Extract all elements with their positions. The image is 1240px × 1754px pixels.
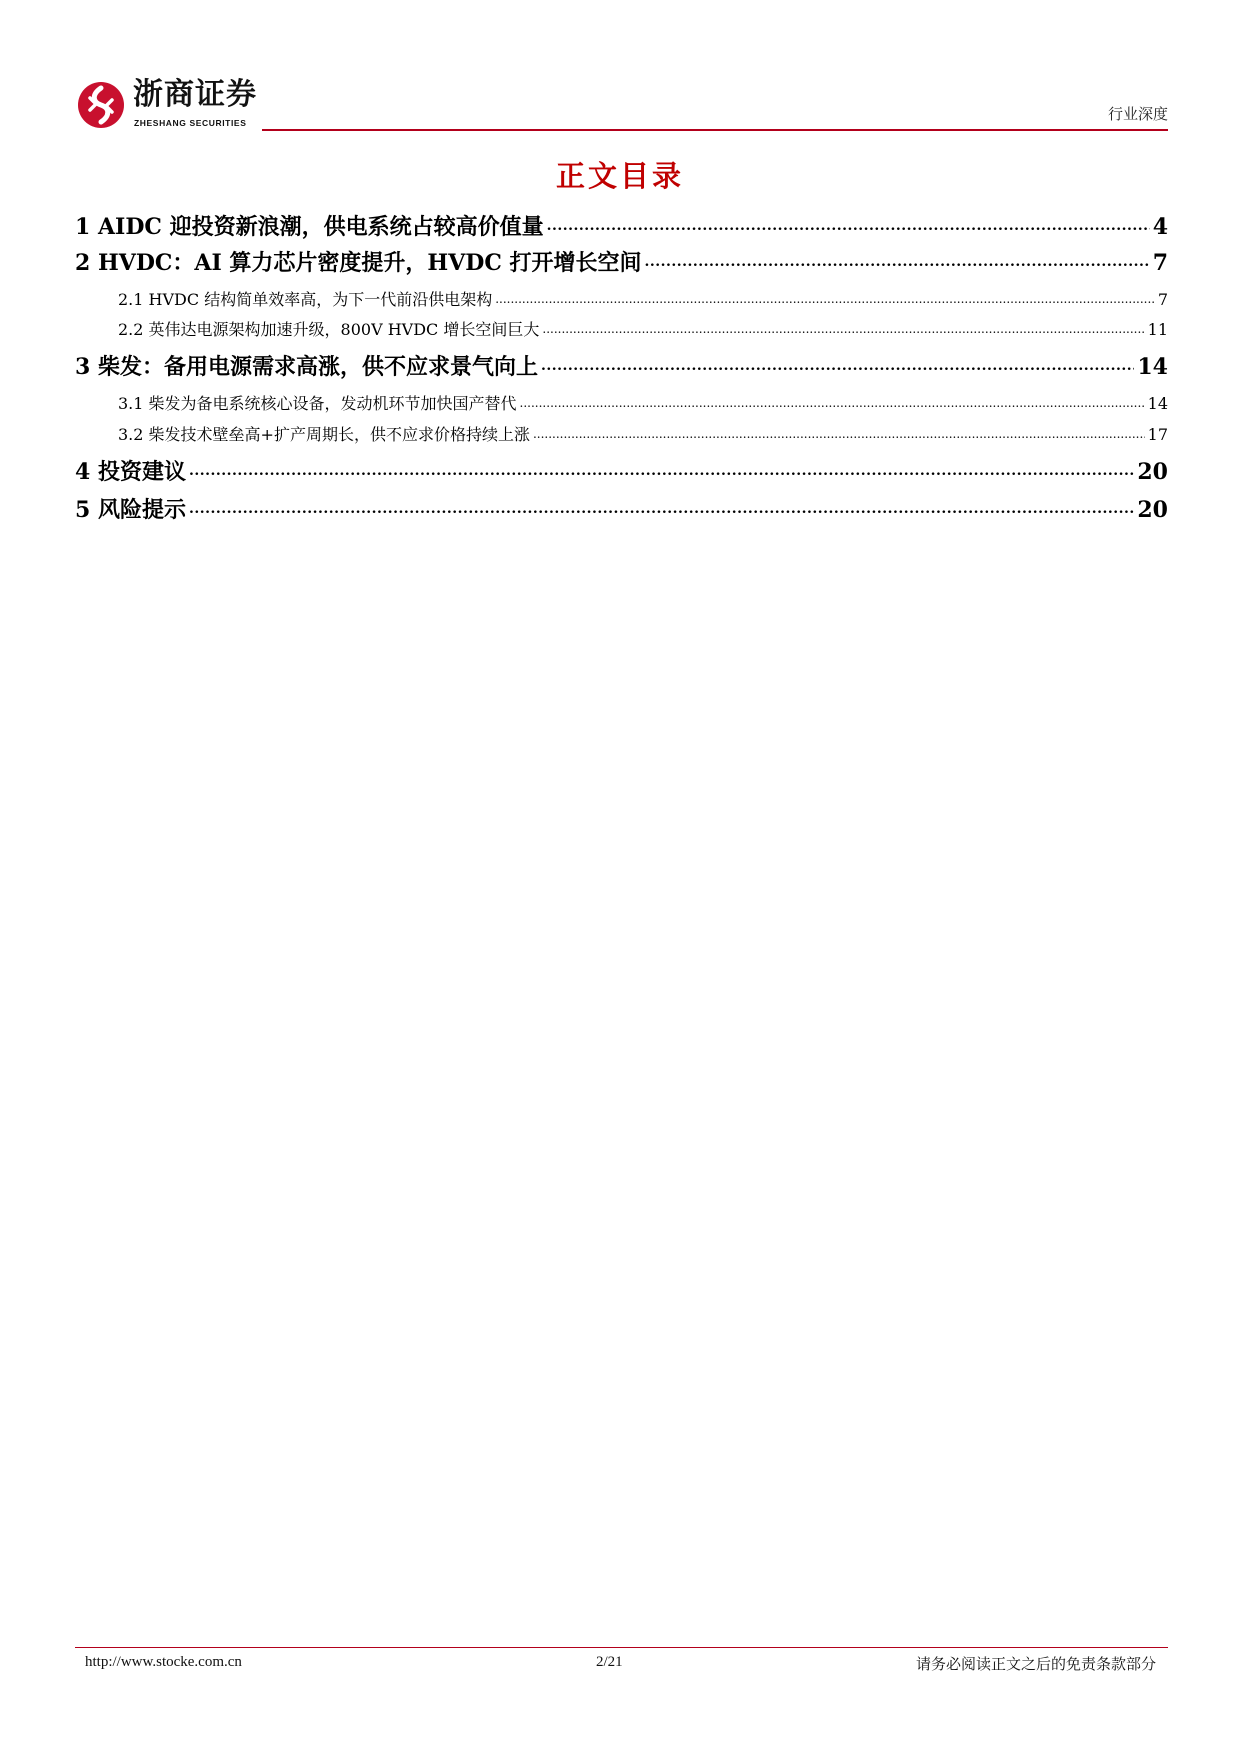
- toc-entry-label: 1 AIDC 迎投资新浪潮，供电系统占较高价值量: [75, 214, 544, 240]
- toc-entry-page: 14: [1147, 394, 1168, 413]
- brand-name-cn: 浙商证券: [133, 77, 257, 112]
- section-tag: 行业深度: [1107, 105, 1168, 123]
- footer-website-link[interactable]: http://www.stocke.com.cn: [85, 1654, 242, 1670]
- toc-entry-2-2[interactable]: [118, 317, 1168, 340]
- toc-dot-leader: [547, 210, 1150, 236]
- toc-dot-leader: [542, 318, 1144, 337]
- toc-dot-leader: [189, 455, 1134, 481]
- toc-entry-label: 4 投资建议: [75, 459, 186, 485]
- toc-dot-leader: [495, 288, 1155, 307]
- toc-entry-4[interactable]: [75, 455, 1168, 486]
- toc-entry-page: 7: [1157, 290, 1168, 309]
- toc-dot-leader: [189, 493, 1134, 519]
- header-divider: [262, 129, 1168, 131]
- toc-dot-leader: [533, 423, 1145, 442]
- toc-entry-page: 20: [1137, 497, 1168, 523]
- toc-entry-3[interactable]: [75, 350, 1168, 381]
- toc-entry-3-2[interactable]: [118, 422, 1168, 445]
- toc-entry-1[interactable]: [75, 210, 1168, 241]
- zheshang-logo-icon: [76, 80, 126, 130]
- toc-entry-label: 3 柴发：备用电源需求高涨，供不应求景气向上: [75, 354, 538, 380]
- toc-entry-2[interactable]: [75, 246, 1168, 277]
- toc-entry-page: 17: [1147, 425, 1168, 444]
- toc-entry-2-1[interactable]: [118, 287, 1168, 310]
- footer-divider: [75, 1647, 1168, 1648]
- toc-entry-label: 2.2 英伟达电源架构加速升级，800V HVDC 增长空间巨大: [118, 320, 540, 339]
- footer-page-number: 2/21: [596, 1654, 623, 1670]
- toc-dot-leader: [520, 392, 1145, 411]
- page-header: [0, 0, 1240, 135]
- toc-entry-5[interactable]: [75, 493, 1168, 524]
- brand-name-en: ZHESHANG SECURITIES: [134, 118, 247, 128]
- toc-entry-page: 7: [1152, 250, 1168, 276]
- footer-disclaimer: 请务必阅读正文之后的免责条款部分: [915, 1655, 1156, 1673]
- toc-entry-page: 14: [1137, 354, 1168, 380]
- toc-entry-3-1[interactable]: [118, 391, 1168, 414]
- toc-entry-label: 2.1 HVDC 结构简单效率高，为下一代前沿供电架构: [118, 290, 493, 309]
- toc-title: 正文目录: [555, 159, 684, 193]
- toc-entry-label: 2 HVDC：AI 算力芯片密度提升，HVDC 打开增长空间: [75, 250, 642, 276]
- toc-dot-leader: [541, 350, 1134, 376]
- toc-entry-page: 11: [1147, 320, 1168, 339]
- toc-entry-label: 3.2 柴发技术壁垒高+扩产周期长，供不应求价格持续上涨: [118, 425, 530, 444]
- toc-dot-leader: [645, 246, 1150, 272]
- toc-entry-label: 3.1 柴发为备电系统核心设备，发动机环节加快国产替代: [118, 394, 517, 413]
- toc-entry-label: 5 风险提示: [75, 497, 186, 523]
- toc-entry-page: 4: [1152, 214, 1168, 240]
- toc-entry-page: 20: [1137, 459, 1168, 485]
